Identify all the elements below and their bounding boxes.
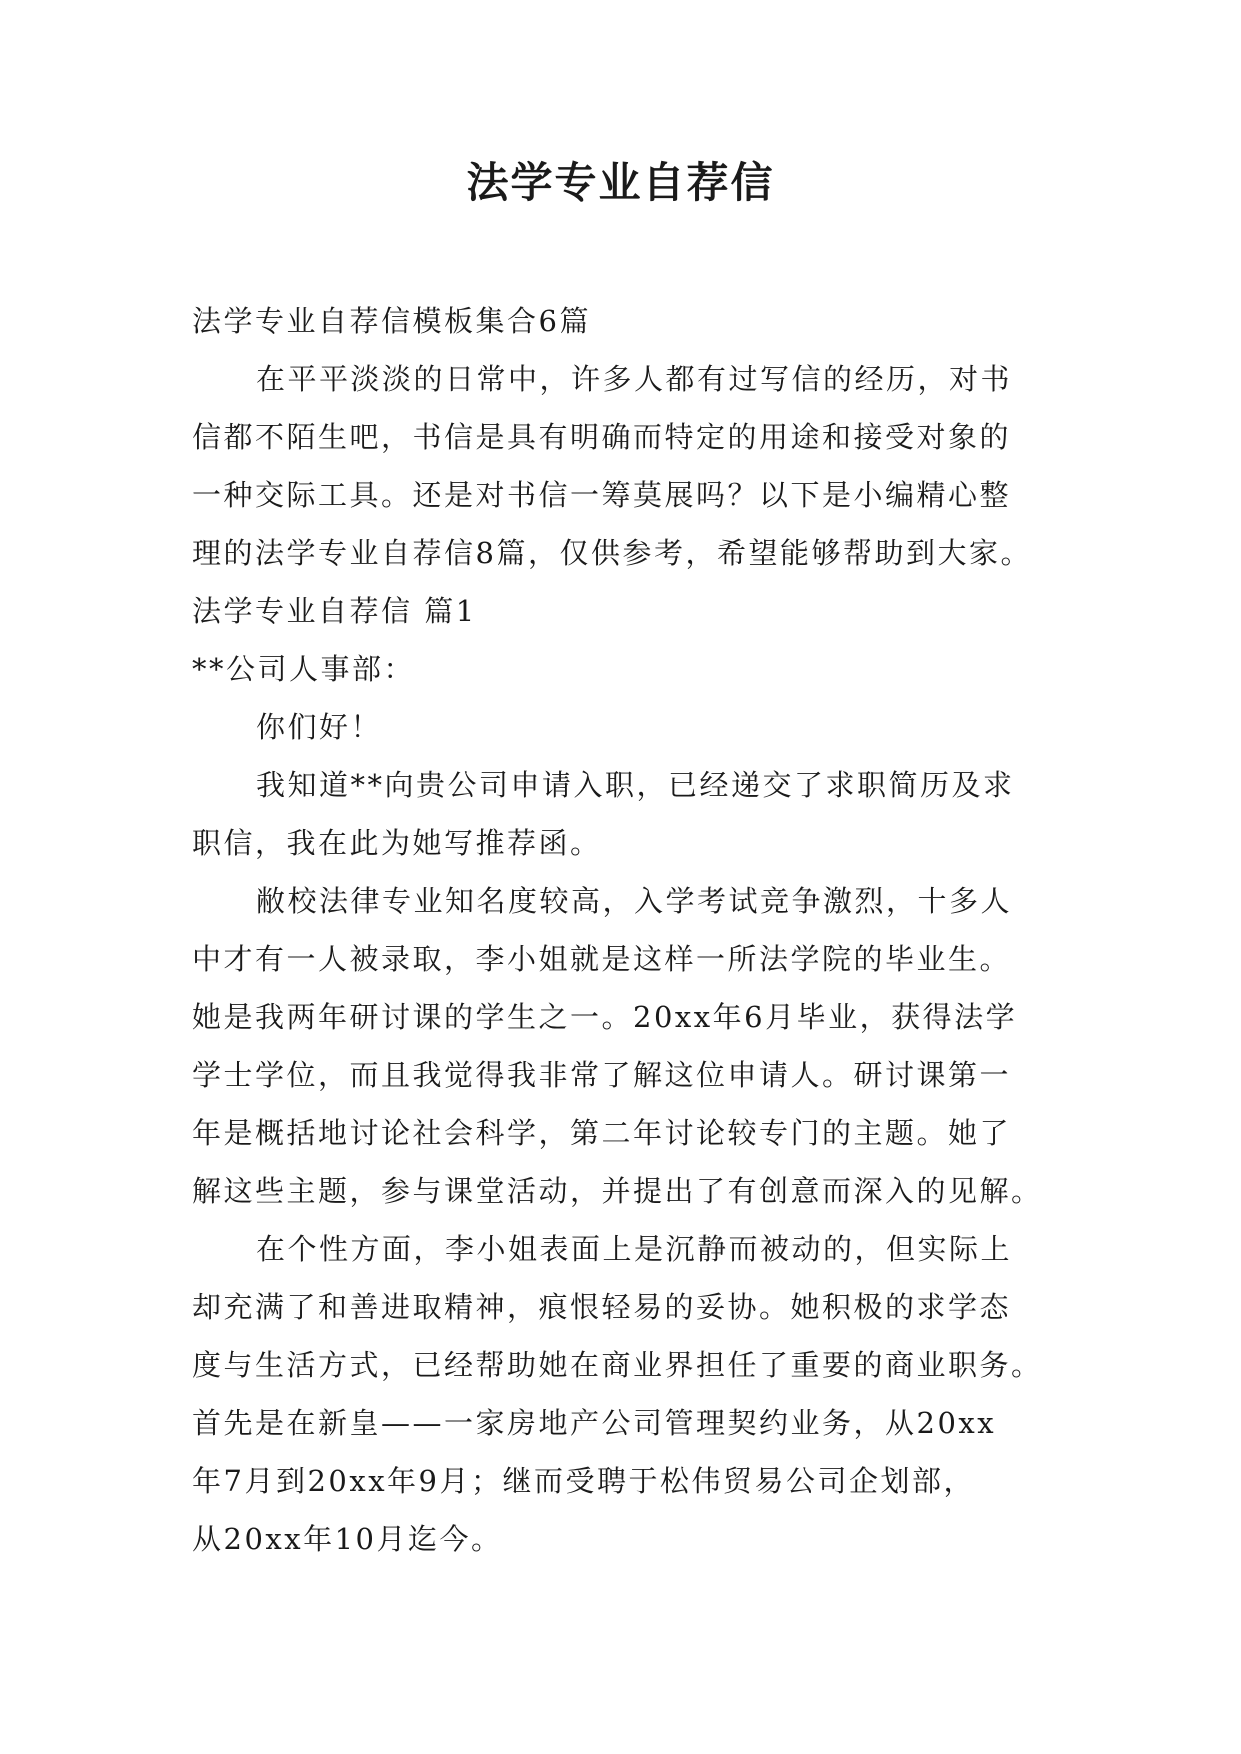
- body-line: 中才有一人被录取，李小姐就是这样一所法学院的毕业生。: [192, 942, 1012, 976]
- body-line: 你们好！: [256, 710, 383, 744]
- body-line: 她是我两年研讨课的学生之一。20xx年6月毕业，获得法学: [192, 1000, 1018, 1034]
- body-line: 法学专业自荐信 篇1: [192, 594, 477, 628]
- body-line: 解这些主题，参与课堂活动，并提出了有创意而深入的见解。: [192, 1174, 1043, 1208]
- body-line: 从20xx年10月迄今。: [192, 1522, 503, 1556]
- body-line: 信都不陌生吧，书信是具有明确而特定的用途和接受对象的: [192, 420, 1012, 454]
- body-line: 年7月到20xx年9月；继而受聘于松伟贸易公司企划部，: [192, 1464, 976, 1498]
- document-body: [192, 292, 1062, 1568]
- body-line: 首先是在新皇——一家房地产公司管理契约业务，从20xx: [192, 1406, 997, 1440]
- body-line: 职信，我在此为她写推荐函。: [192, 826, 602, 860]
- body-line: 我知道**向贵公司申请入职，已经递交了求职简历及求: [256, 768, 1015, 802]
- document-title: 法学专业自荐信: [466, 158, 775, 207]
- body-line: 在个性方面，李小姐表面上是沉静而被动的，但实际上: [256, 1232, 1013, 1266]
- body-line: 法学专业自荐信模板集合6篇: [192, 304, 591, 338]
- body-line: 却充满了和善进取精神，痕恨轻易的妥协。她积极的求学态: [192, 1290, 1012, 1324]
- body-line: 学士学位，而且我觉得我非常了解这位申请人。研讨课第一: [192, 1058, 1012, 1092]
- body-line: **公司人事部：: [192, 652, 416, 686]
- body-line: 年是概括地讨论社会科学，第二年讨论较专门的主题。她了: [192, 1116, 1012, 1150]
- body-line: 理的法学专业自荐信8篇，仅供参考，希望能够帮助到大家。: [192, 536, 1032, 570]
- body-line: 敝校法律专业知名度较高，入学考试竞争激烈，十多人: [256, 884, 1013, 918]
- body-line: 度与生活方式，已经帮助她在商业界担任了重要的商业职务。: [192, 1348, 1043, 1382]
- body-line: 一种交际工具。还是对书信一筹莫展吗？以下是小编精心整: [192, 478, 1012, 512]
- body-line: 在平平淡淡的日常中，许多人都有过写信的经历，对书: [256, 362, 1013, 396]
